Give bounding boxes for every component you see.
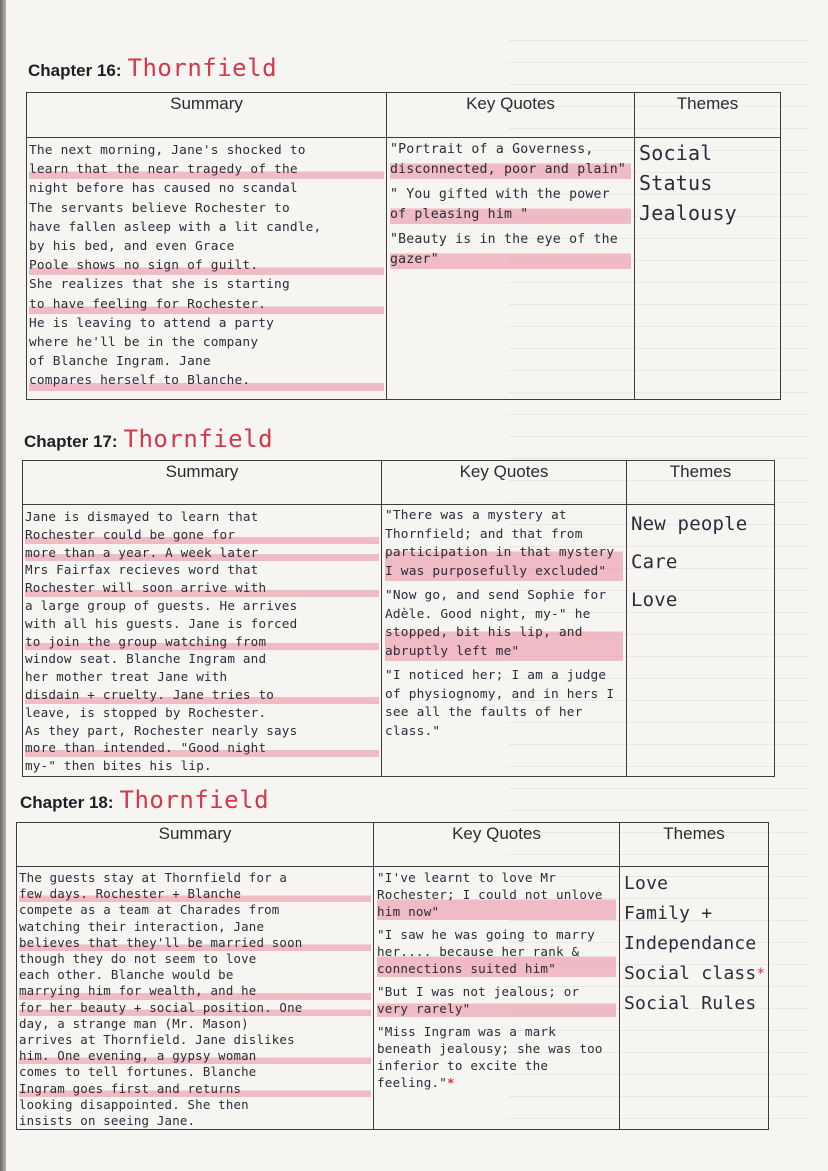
summary-line: Rochester will soon arrive with: [25, 579, 379, 597]
quote-text: "Miss Ingram was a mark beneath jealousy; she was too inferior to excite the feeling.": [377, 1024, 603, 1090]
summary-line: though they do not seem to love: [19, 951, 257, 967]
summary-line: to have feeling for Rochester.: [29, 295, 384, 314]
theme-item: Status: [639, 171, 713, 195]
summary-line: more than a year. A week later: [25, 544, 379, 562]
quote: "I noticed her; I am a judge of physiognomy, and in hers I see all the faults of her class.": [385, 668, 615, 739]
summary-line: each other. Blanche would be: [19, 967, 234, 983]
quote: [377, 1023, 616, 1091]
quotes-cell: [374, 867, 620, 1130]
themes-header: Themes: [620, 823, 769, 867]
summary-line: my-" then bites his lip.: [25, 758, 212, 774]
summary-line: The next morning, Jane's shocked to: [29, 143, 306, 158]
summary-header: Summary: [17, 823, 374, 867]
theme-item: Social Rules: [624, 993, 757, 1014]
paper-binding-edge: [0, 0, 6, 1171]
quotes-header: Key Quotes: [382, 461, 627, 505]
summary-cell: [17, 867, 374, 1130]
quote: "Now go, and send Sophie for Adèle. Good night, my-" he stopped, bit his lip, and abruptly left me": [385, 587, 623, 661]
chapter-17-table: [22, 460, 775, 777]
summary-line: learn that the near tragedy of the: [29, 160, 384, 179]
summary-line: a large group of guests. He arrives: [25, 597, 298, 613]
summary-line: believes that they'll be married soon: [19, 935, 371, 951]
summary-line: Ingram goes first and returns: [19, 1081, 371, 1097]
themes-cell: [627, 505, 775, 777]
summary-line: She realizes that she is starting: [29, 277, 290, 293]
summary-line: by his bed, and even Grace: [29, 239, 235, 255]
theme-item: Independance: [624, 933, 757, 954]
summary-line: leave, is stopped by Rochester.: [25, 704, 267, 720]
star-mark: *: [447, 1075, 455, 1090]
summary-cell: [23, 505, 382, 777]
summary-line: arrives at Thornfield. Jane dislikes: [19, 1032, 295, 1048]
summary-line: He is leaving to attend a party: [29, 315, 275, 331]
summary-line: Mrs Fairfax recieves word that: [25, 562, 259, 578]
summary-line: Jane is dismayed to learn that: [25, 509, 259, 524]
summary-line: watching their interaction, Jane: [19, 918, 265, 934]
summary-line: disdain + cruelty. Jane tries to: [25, 686, 379, 704]
theme-item: Love: [631, 589, 678, 611]
quote: "Portrait of a Governess, disconnected, poor and plain": [390, 140, 631, 179]
chapter-17-heading: [24, 425, 273, 453]
summary-cell: [27, 138, 387, 400]
quote: "Beauty is in the eye of the gazer": [390, 230, 631, 269]
quote: "I've learnt to love Mr Rochester; I could not unlove him now": [377, 869, 616, 920]
themes-header: Themes: [635, 93, 781, 138]
summary-line: for her beauty + social position. One: [19, 1000, 371, 1016]
chapter-place: Thornfield: [119, 786, 270, 814]
quote: " You gifted with the power of pleasing him ": [390, 185, 631, 224]
summary-line: him. One evening, a gypsy woman: [19, 1048, 371, 1064]
summary-header: Summary: [27, 93, 387, 138]
summary-line: day, a strange man (Mr. Mason): [19, 1015, 249, 1031]
chapter-16-table: [26, 92, 781, 400]
summary-line: marrying him for wealth, and he: [19, 983, 371, 999]
summary-line: window seat. Blanche Ingram and: [25, 651, 267, 667]
summary-line: compete as a team at Charades from: [19, 902, 280, 918]
chapter-18-table: [16, 822, 769, 1130]
summary-line: have fallen asleep with a lit candle,: [29, 219, 322, 235]
star-mark: *: [756, 966, 766, 982]
summary-line: As they part, Rochester nearly says: [25, 722, 298, 738]
chapter-label: Chapter 17:: [24, 432, 118, 451]
summary-line: night before has caused no scandal: [29, 181, 298, 197]
quote: "But I was not jealous; or very rarely": [377, 983, 616, 1017]
summary-line: of Blanche Ingram. Jane: [29, 354, 211, 370]
theme-item: Love: [624, 873, 669, 894]
chapter-place: Thornfield: [123, 425, 274, 453]
summary-line: The servants believe Rochester to: [29, 200, 290, 216]
summary-line: more than intended. "Good night: [25, 739, 379, 757]
summary-line: Rochester could be gone for: [25, 526, 379, 544]
quotes-header: Key Quotes: [387, 93, 635, 138]
theme-item: Family +: [624, 903, 713, 924]
theme-item: Social: [639, 141, 713, 165]
chapter-label: Chapter 16:: [28, 61, 122, 80]
quotes-header: Key Quotes: [374, 823, 620, 867]
summary-line: to join the group watching from: [25, 633, 379, 651]
quotes-cell: [382, 505, 627, 777]
themes-cell: [620, 867, 769, 1130]
themes-header: Themes: [627, 461, 775, 505]
summary-line: her mother treat Jane with: [25, 669, 228, 685]
summary-line: insists on seeing Jane.: [19, 1113, 196, 1129]
chapter-label: Chapter 18:: [20, 793, 114, 812]
theme-item: Care: [631, 551, 678, 573]
theme-item: [624, 959, 764, 989]
chapter-18-heading: [20, 786, 269, 814]
quote: "There was a mystery at Thornfield; and that from participation in that mystery I was purposefully excluded": [385, 507, 623, 581]
summary-line: Poole shows no sign of guilt.: [29, 256, 384, 275]
theme-text: Social class: [624, 963, 757, 984]
themes-cell: [635, 138, 781, 400]
summary-line: where he'll be in the company: [29, 335, 259, 351]
chapter-16-heading: [28, 54, 277, 82]
theme-item: New people: [631, 513, 748, 535]
theme-item: Jealousy: [639, 201, 737, 225]
quote: "I saw he was going to marry her.... because her rank & connections suited him": [377, 926, 616, 977]
chapter-place: Thornfield: [127, 54, 278, 82]
summary-line: compares herself to Blanche.: [29, 371, 384, 390]
summary-line: looking disappointed. She then: [19, 1096, 249, 1112]
summary-line: The guests stay at Thornfield for a: [19, 870, 288, 885]
summary-line: with all his guests. Jane is forced: [25, 615, 298, 631]
summary-line: few days. Rochester + Blanche: [19, 886, 371, 902]
quotes-cell: [387, 138, 635, 400]
summary-header: Summary: [23, 461, 382, 505]
summary-line: comes to tell fortunes. Blanche: [19, 1064, 257, 1080]
